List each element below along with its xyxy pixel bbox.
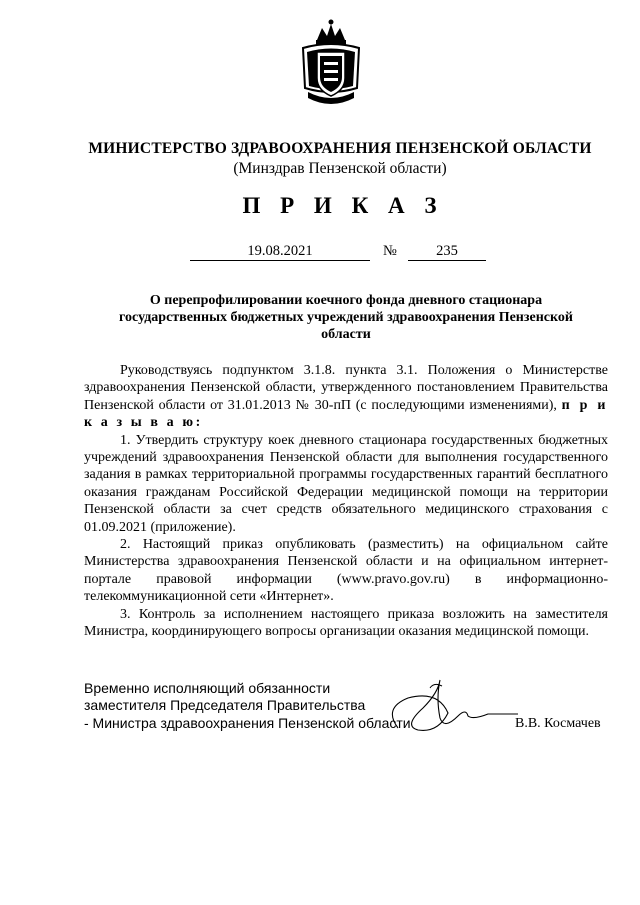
signatory-name: В.В. Космачев [515,716,601,731]
coat-of-arms-icon [300,18,362,110]
order-subject: О перепрофилировании коечного фонда дневного стационара государственных бюджетных учреждений здравоохранения Пензенской области [119,293,573,342]
signatory-line-2: заместителя Председателя Правительства [84,697,366,714]
ministry-short-name: (Минздрав Пензенской области) [233,160,447,177]
order-title: П Р И К А З [242,193,444,218]
order-item-2: 2. Настоящий приказ опубликовать (разместить) на официальном сайте Министерства здравоохранения Пензенской области и на официальном интернет-портале правовой информации (www.pravo.gov.ru) в информационно-телекоммуникационной сети «Интернет». [84,537,608,605]
order-word: п р и к а з ы в а ю: [84,397,609,431]
number-sign: № [383,243,397,259]
preamble-text: Руководствуясь подпунктом 3.1.8. пункта 3.1. Положения о Министерстве здравоохранения Пензенской области, утвержденного постановлением Правительства Пензенской области от 31.01.2013 № 30-пП (с последующими изменениями), [84,363,608,413]
signatory-line-3: - Министра здравоохранения Пензенской области [84,714,411,731]
preamble-paragraph [84,362,608,432]
order-item-1: 1. Утвердить структуру коек дневного стационара государственных бюджетных учреждений здравоохранения Пензенской области для выполнения государственного задания в рамках территориальной программы государственных гарантий бесплатного оказания гражданам Российской Федерации медицинской помощи на территории Пензенской области за счет средств обязательного медицинского страхования с 01.09.2021 (приложение). [84,432,608,535]
order-number: 235 [408,243,486,261]
handwritten-signature [378,668,528,748]
ministry-name: МИНИСТЕРСТВО ЗДРАВООХРАНЕНИЯ ПЕНЗЕНСКОЙ ОБЛАСТИ [88,140,592,157]
order-body [84,362,608,641]
order-date: 19.08.2021 [190,243,370,261]
order-item-3: 3. Контроль за исполнением настоящего приказа возложить на заместителя Министра, координирующего вопросы организации оказания медицинской помощи. [84,606,608,640]
signatory-line-1: Временно исполняющий обязанности [84,680,331,696]
signatory-title [84,680,411,732]
